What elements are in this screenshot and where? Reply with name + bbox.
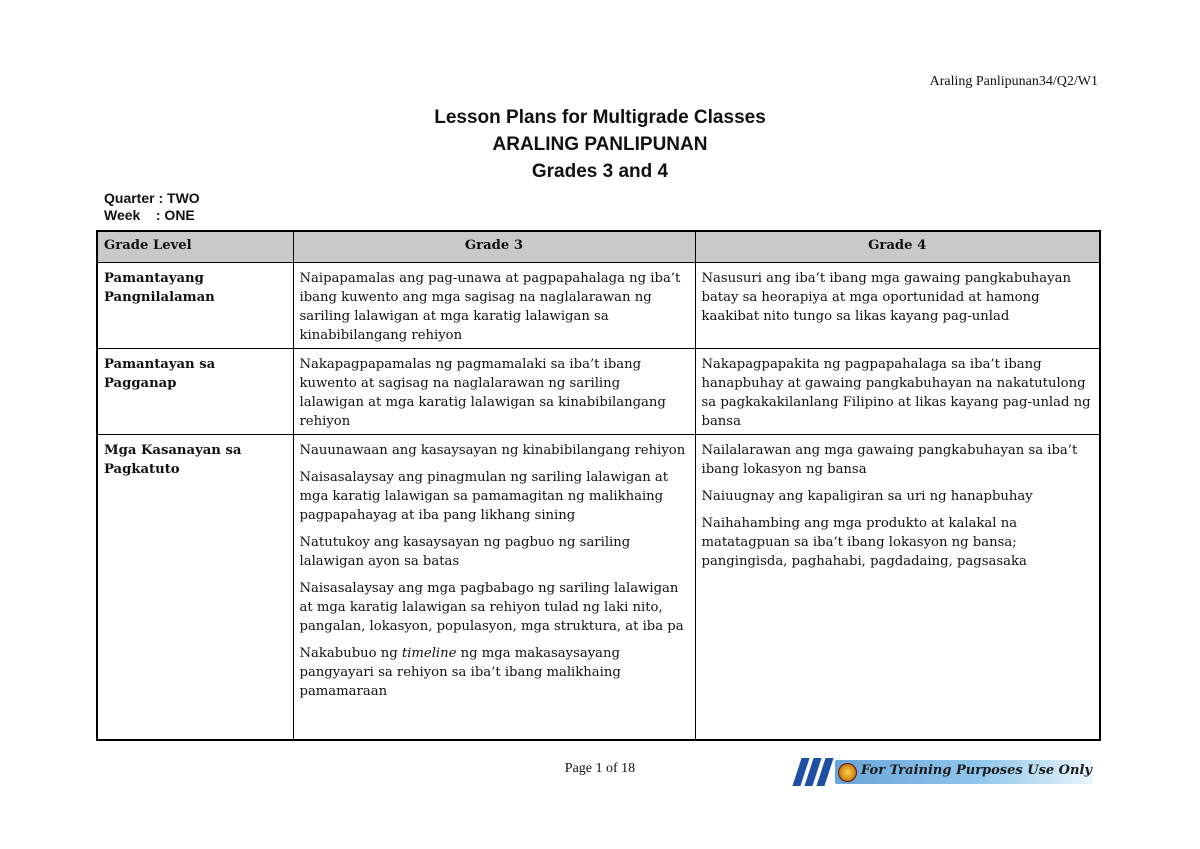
grade3-cell (293, 263, 695, 349)
row-label: Mga Kasanayan sa Pagkatuto (97, 435, 293, 741)
table-row (97, 349, 1100, 435)
competency-text: Naisasalaysay ang pinagmulan ng sariling lalawigan at mga karatig lalawigan sa pamamagitan ng malikhaing pagpapahayag at iba pang likhang sining (299, 470, 669, 523)
competency-text: Nakapagpapamalas ng pagmamalaki sa iba’t ibang kuwento at sagisag na naglalarawan ng sariling lalawigan at mga karatig lalawigan sa kinabibilangang rehiyon (299, 357, 666, 429)
competency-text: Naipapamalas ang pag-unawa at pagpapahalaga ng iba’t ibang kuwento ang mga sagisag na naglalarawan ng sariling lalawigan at mga karatig lalawigan sa kinabibilangang rehiyon (299, 271, 681, 343)
competency-text: Nailalarawan ang mga gawaing pangkabuhayan sa iba’t ibang lokasyon ng bansa (701, 443, 1078, 477)
header-grade-3: Grade 3 (293, 231, 695, 263)
competency-text: Naihahambing ang mga produkto at kalakal na matatagpuan sa iba’t ibang lokasyon ng bansa; pangingisda, paghahabi, pagdadaing, pagsasaka (701, 516, 1027, 569)
table-row (97, 263, 1100, 349)
quarter-week-info (104, 190, 200, 224)
competency-text: Naiuugnay ang kapaligiran sa uri ng hanapbuhay (701, 489, 1033, 504)
row-label: Pamantayang Pangnilalaman (97, 263, 293, 349)
week-label: Week : ONE (104, 207, 195, 223)
subject-title: ARALING PANLIPUNAN (492, 134, 708, 155)
competency-text: Natutukoy ang kasaysayan ng pagbuo ng sariling lalawigan ayon sa batas (299, 535, 631, 569)
grade4-cell (695, 263, 1100, 349)
competency-text: Nasusuri ang iba’t ibang mga gawaing pangkabuhayan batay sa heorapiya at mga oportunidad at hamong kaakibat nito tungo sa likas kayang pag-unlad (701, 271, 1071, 324)
training-banner (795, 758, 1095, 786)
deped-seal-icon (838, 763, 857, 782)
competency-text: Nauunawaan ang kasaysayan ng kinabibilangang rehiyon (299, 443, 686, 458)
banner-text: For Training Purposes Use Only (861, 763, 1092, 778)
lesson-plan-table (96, 230, 1101, 741)
document-title: Lesson Plans for Multigrade Classes (434, 107, 766, 128)
grade4-cell (695, 349, 1100, 435)
page-number: Page 1 of 18 (564, 761, 636, 776)
timeline-text-after: ng mga makasaysayang pangyayari sa rehiyon sa iba’t ibang malikhaing pamamaraan (299, 646, 621, 699)
competency-text-timeline (300, 644, 689, 701)
grade3-cell (293, 349, 695, 435)
header-grade-4: Grade 4 (695, 231, 1100, 263)
grades-title: Grades 3 and 4 (531, 161, 669, 182)
table-header-row (97, 231, 1100, 263)
competency-text: Nakapagpapakita ng pagpapahalaga sa iba’t ibang hanapbuhay at gawaing pangkabuhayan na nakatutulong sa pagkakakilanlang Filipino at likas kayang pag-unlad ng bansa (701, 357, 1091, 429)
quarter-label: Quarter : TWO (104, 190, 200, 206)
timeline-italic-word: timeline (401, 646, 457, 661)
title-block (0, 104, 1200, 185)
timeline-text-before: Nakabubuo ng (299, 646, 402, 661)
row-label: Pamantayan sa Pagganap (97, 349, 293, 435)
grade3-cell (293, 435, 695, 741)
header-grade-level: Grade Level (97, 231, 293, 263)
grade4-cell (695, 435, 1100, 741)
competency-text: Naisasalaysay ang mga pagbabago ng sariling lalawigan at mga karatig lalawigan sa rehiyon tulad ng laki nito, pangalan, lokasyon, populasyon, mga struktura, at iba pa (299, 581, 684, 634)
document-code: Araling Panlipunan34/Q2/W1 (929, 74, 1098, 89)
table-row (97, 435, 1100, 741)
